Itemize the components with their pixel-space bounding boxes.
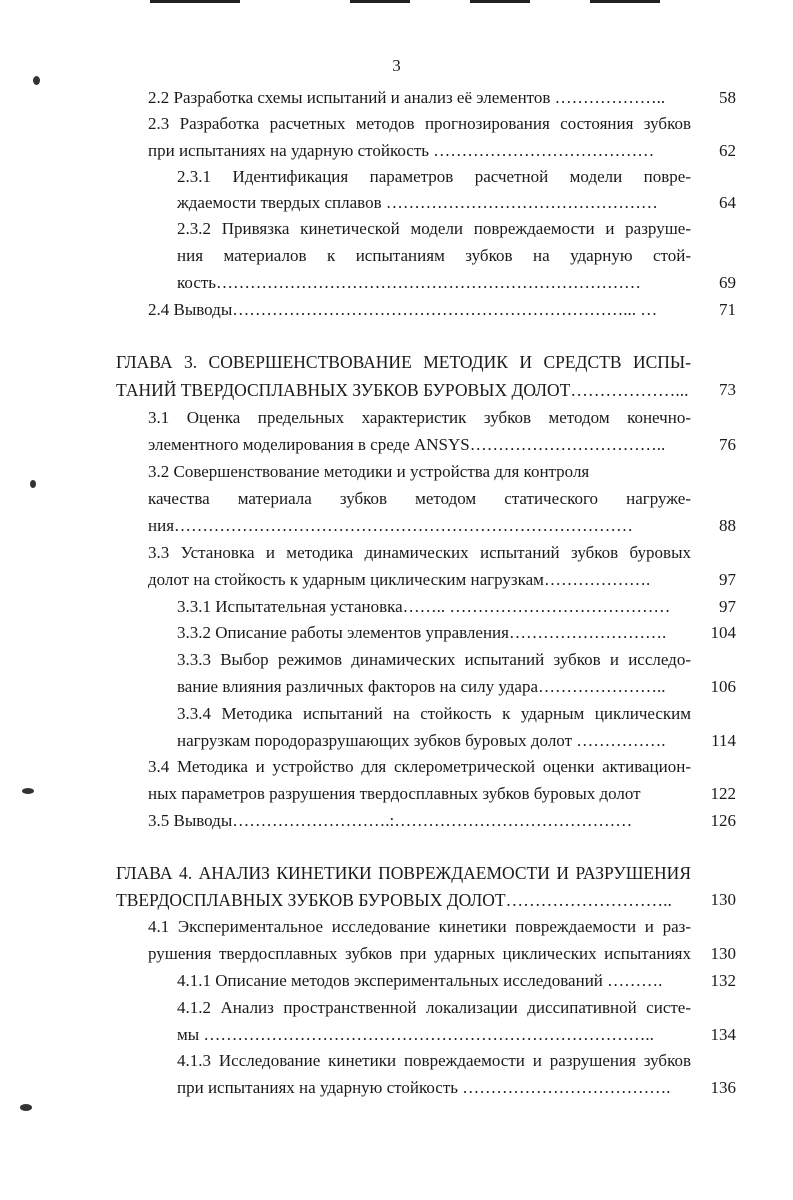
toc-page-number: 104 xyxy=(710,623,736,642)
toc-entry-text: 4.1.1 Описание методов экспериментальных исследований ………. xyxy=(177,971,663,990)
toc-page-number: 71 xyxy=(719,300,736,319)
toc-entry-text: 2.3.1 Идентификация параметров расчетной модели повре- xyxy=(177,167,691,186)
toc-entry-text: ТАНИЙ ТВЕРДОСПЛАВНЫХ ЗУБКОВ БУРОВЫХ ДОЛОТ………………... xyxy=(116,380,689,400)
toc-entry-text: ГЛАВА 4. АНАЛИЗ КИНЕТИКИ ПОВРЕЖДАЕМОСТИ И РАЗРУШЕНИЯ xyxy=(116,863,691,883)
toc-entry-text: ТВЕРДОСПЛАВНЫХ ЗУБКОВ БУРОВЫХ ДОЛОТ……………………….. xyxy=(116,890,672,910)
toc-entry-text: ния материалов к испытаниям зубков на ударную стой- xyxy=(177,246,691,265)
toc-page-number: 106 xyxy=(710,677,736,696)
toc-page-number: 97 xyxy=(719,597,736,616)
toc-entry-text: мы …………………………………………………………………….. xyxy=(177,1025,654,1044)
toc-page-number: 130 xyxy=(710,944,736,963)
toc-entry-text: ждаемости твердых сплавов ………………………………………… xyxy=(177,193,658,212)
toc-entry-text: 3.3.4 Методика испытаний на стойкость к ударным циклическим xyxy=(177,704,691,723)
toc-entry-text: кость………………………………………………………………… xyxy=(177,273,642,292)
toc-entry-text: 3.3.3 Выбор режимов динамических испытаний зубков и исследо- xyxy=(177,650,691,669)
toc-page-number: 126 xyxy=(710,811,736,830)
toc-entry-text: при испытаниях на ударную стойкость ………………………………. xyxy=(177,1078,671,1097)
toc-page-number: 136 xyxy=(710,1078,736,1097)
toc-entry-text: качества материала зубков методом статического нагруже- xyxy=(148,489,691,508)
toc-entry-text: вание влияния различных факторов на силу удара………………….. xyxy=(177,677,666,696)
toc-entry-text: долот на стойкость к ударным циклическим нагрузкам………………. xyxy=(148,570,651,589)
toc-entry-text: рушения твердосплавных зубков при ударных циклических испытаниях xyxy=(148,944,691,963)
toc-entry-text: 4.1.3 Исследование кинетики повреждаемости и разрушения зубков xyxy=(177,1051,691,1070)
toc-entry-text: ных параметров разрушения твердосплавных зубков буровых долот xyxy=(148,784,641,803)
toc-page-number: 58 xyxy=(719,88,736,107)
toc-entry-text: 4.1 Экспериментальное исследование кинетики повреждаемости и раз- xyxy=(148,917,691,936)
toc-entry-text: ния……………………………………………………………………… xyxy=(148,516,634,535)
toc-page-number: 122 xyxy=(710,784,736,803)
toc-page-number: 64 xyxy=(719,193,736,212)
toc-entry-text: 3.3 Установка и методика динамических испытаний зубков буровых xyxy=(148,543,691,562)
toc-entry-text: 3.4 Методика и устройство для склерометрической оценки активацион- xyxy=(148,757,691,776)
toc-page-number: 114 xyxy=(711,731,736,750)
toc-page-number: 97 xyxy=(719,570,736,589)
toc-page-number: 76 xyxy=(719,435,736,454)
toc-entry-text: 3.1 Оценка предельных характеристик зубков методом конечно- xyxy=(148,408,691,427)
toc-entry-text: ГЛАВА 3. СОВЕРШЕНСТВОВАНИЕ МЕТОДИК И СРЕДСТВ ИСПЫ- xyxy=(116,352,691,372)
toc-page-number: 62 xyxy=(719,141,736,160)
page-number: 3 xyxy=(392,56,401,75)
toc-entry-text: 3.3.2 Описание работы элементов управления………………………. xyxy=(177,623,667,642)
toc-entry-text: при испытаниях на ударную стойкость ………………………………… xyxy=(148,141,655,160)
toc-page-number: 69 xyxy=(719,273,736,292)
toc-entry-text: 2.2 Разработка схемы испытаний и анализ её элементов ……………….. xyxy=(148,88,666,107)
toc-entry-text: 2.3 Разработка расчетных методов прогнозирования состояния зубков xyxy=(148,114,691,133)
toc-entry-text: 2.3.2 Привязка кинетической модели повреждаемости и разруше- xyxy=(177,219,691,238)
toc-entry-text: 3.5 Выводы……………………….:…………………………………… xyxy=(148,811,633,830)
toc-page-number: 130 xyxy=(710,890,736,909)
toc-page-number: 134 xyxy=(710,1025,736,1044)
toc-entry-text: элементного моделирования в среде ANSYS…………………………….. xyxy=(148,435,666,454)
toc-page-number: 132 xyxy=(710,971,736,990)
toc-page-number: 73 xyxy=(719,380,736,399)
toc-entry-text: 3.2 Совершенствование методики и устройства для контроля xyxy=(148,462,590,481)
toc-entry-text: 3.3.1 Испытательная установка…….. ………………………………… xyxy=(177,597,671,616)
toc-entry-text: 2.4 Выводы……………………………………………………………... … xyxy=(148,300,658,319)
toc-entry-text: нагрузкам породоразрушающих зубков буровых долот ……………. xyxy=(177,731,666,750)
toc-entry-text: 4.1.2 Анализ пространственной локализации диссипативной систе- xyxy=(177,998,691,1017)
toc-page-number: 88 xyxy=(719,516,736,535)
